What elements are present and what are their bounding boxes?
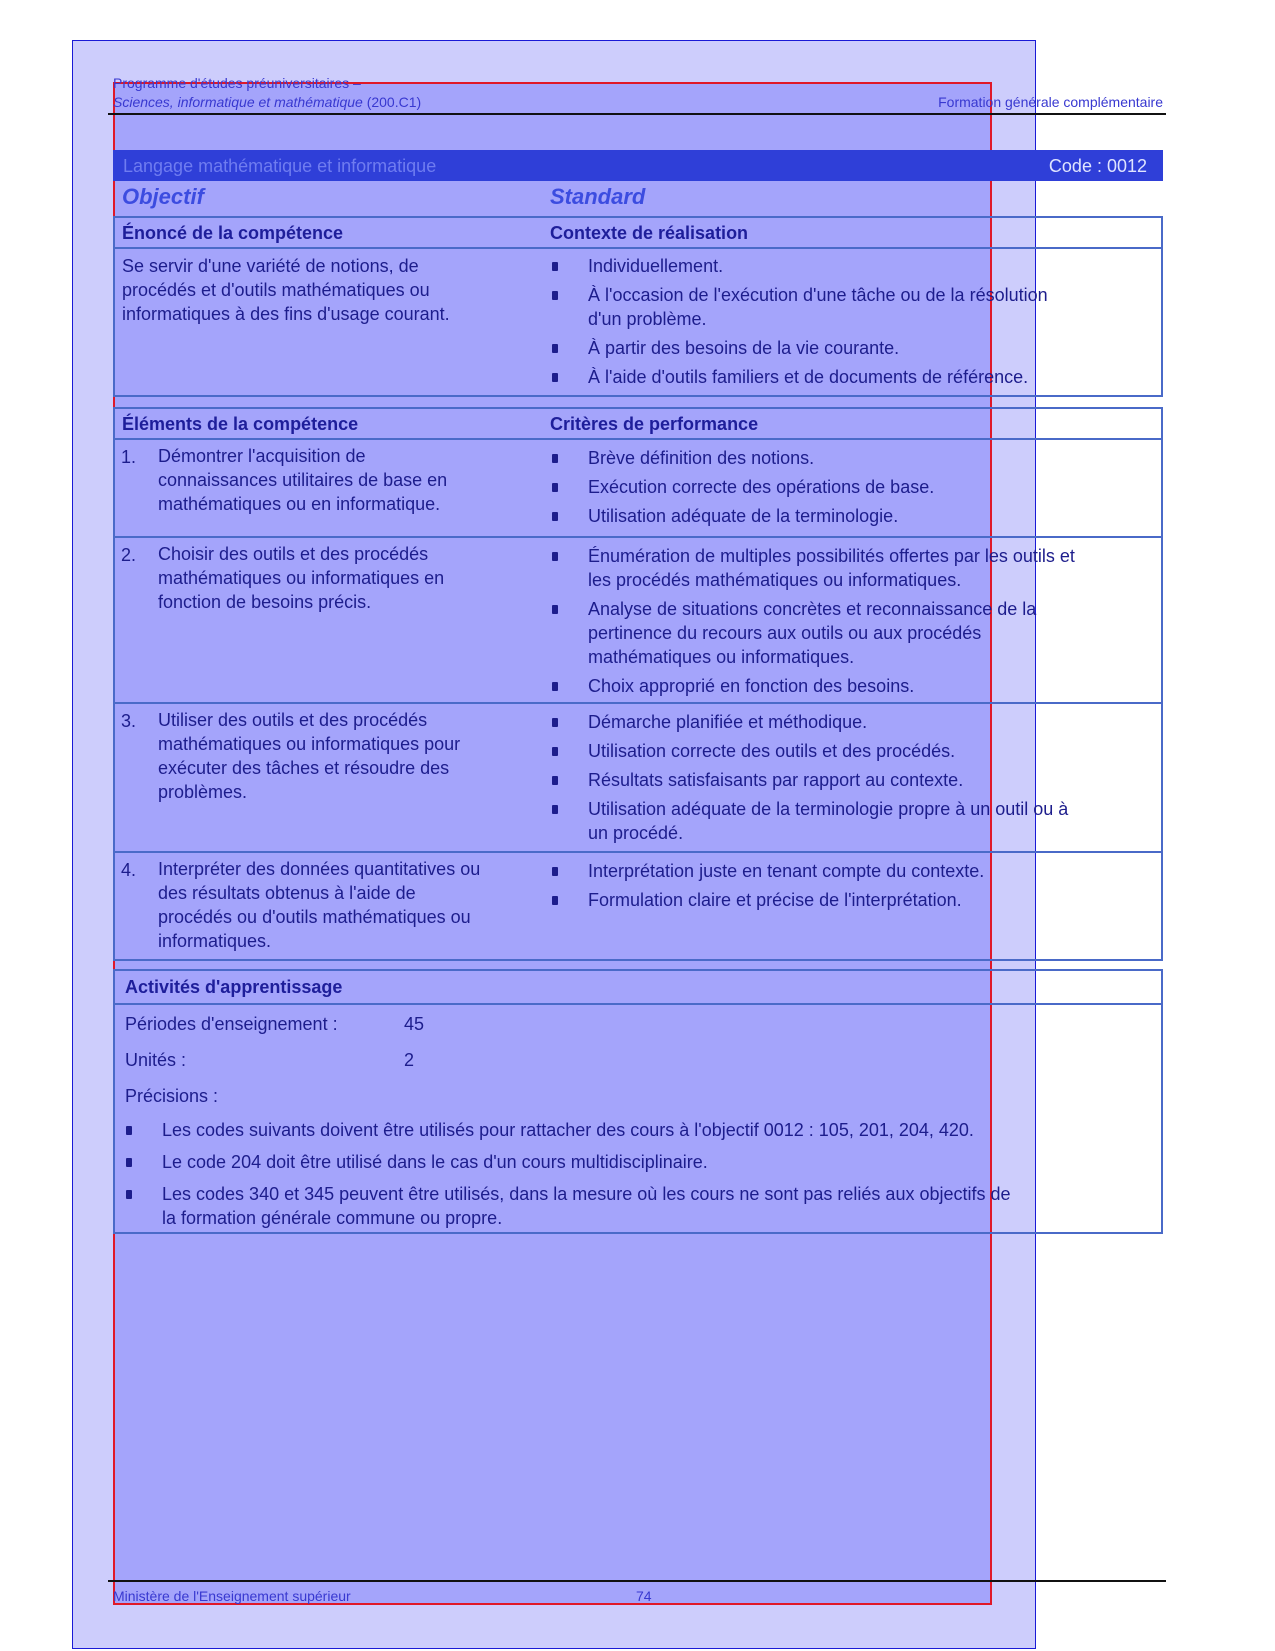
element-line: mathématiques ou informatiques en — [158, 568, 445, 588]
header-rule — [108, 113, 1166, 115]
element-line: exécuter des tâches et résoudre des — [158, 758, 450, 778]
row-divider — [113, 702, 1163, 704]
enonce-line: procédés et d'outils mathématiques ou — [122, 280, 430, 300]
row-divider — [113, 851, 1163, 853]
precisions-label: Précisions : — [125, 1086, 219, 1106]
title-bar — [113, 150, 1163, 181]
bullet-icon — [552, 373, 558, 382]
formation-label: Formation générale complémentaire — [938, 94, 1163, 110]
element-line: Choisir des outils et des procédés — [158, 544, 429, 564]
program-code: (200.C1) — [362, 94, 422, 110]
bullet-icon — [552, 291, 558, 300]
unites-value: 2 — [404, 1050, 415, 1070]
list-item-line: Choix approprié en fonction des besoins. — [588, 676, 915, 696]
bullet-icon — [552, 747, 558, 756]
list-item-line: À l'occasion de l'exécution d'une tâche ou de la résolution — [588, 285, 1048, 305]
bullet-icon — [552, 454, 558, 463]
list-item-line: À partir des besoins de la vie courante. — [588, 338, 900, 358]
criteres-header: Critères de performance — [550, 414, 759, 434]
element-number: 3. — [121, 711, 137, 731]
element-line: fonction de besoins précis. — [158, 592, 372, 612]
list-item-line: Analyse de situations concrètes et reconnaissance de la — [588, 599, 1037, 619]
bullet-icon — [552, 552, 558, 561]
bullet-icon — [552, 805, 558, 814]
list-item-line: les procédés mathématiques ou informatiques. — [588, 570, 962, 590]
element-number: 1. — [121, 447, 137, 467]
bullet-icon — [126, 1126, 132, 1135]
enonce-line: Se servir d'une variété de notions, de — [122, 256, 419, 276]
activites-header: Activités d'apprentissage — [125, 977, 343, 997]
bullet-icon — [552, 262, 558, 271]
list-item-line: la formation générale commune ou propre. — [162, 1208, 503, 1228]
bullet-icon — [552, 344, 558, 353]
list-item-line: Énumération de multiples possibilités offertes par les outils et — [588, 546, 1075, 566]
element-line: connaissances utilitaires de base en — [158, 470, 448, 490]
bullet-icon — [552, 867, 558, 876]
title-bar-title: Langage mathématique et informatique — [123, 156, 437, 176]
activites-header-line — [113, 1003, 1163, 1005]
list-item-line: Les codes 340 et 345 peuvent être utilisés, dans la mesure où les cours ne sont pas reliés aux objectifs de — [162, 1184, 1011, 1204]
contexte-header: Contexte de réalisation — [550, 223, 749, 243]
element-line: mathématiques ou en informatique. — [158, 494, 441, 514]
element-number: 4. — [121, 860, 137, 880]
list-item-line: Le code 204 doit être utilisé dans le cas d'un cours multidisciplinaire. — [162, 1152, 708, 1172]
enonce-header: Énoncé de la compétence — [122, 223, 344, 243]
elements-header: Éléments de la compétence — [122, 414, 359, 434]
list-item-line: Utilisation correcte des outils et des procédés. — [588, 741, 956, 761]
periodes-label: Périodes d'enseignement : — [125, 1014, 338, 1034]
list-item-line: un procédé. — [588, 823, 684, 843]
footer-rule — [108, 1580, 1166, 1582]
bullet-icon — [552, 718, 558, 727]
list-item-line: Formulation claire et précise de l'interprétation. — [588, 890, 962, 910]
elements-header-line — [113, 438, 1163, 440]
standard-heading: Standard — [550, 184, 646, 209]
element-number: 2. — [121, 545, 137, 565]
footer-page-number: 74 — [636, 1588, 652, 1604]
list-item-line: d'un problème. — [588, 309, 707, 329]
list-item-line: Démarche planifiée et méthodique. — [588, 712, 868, 732]
program-line-1: Programme d'études préuniversitaires – — [113, 75, 361, 91]
list-item-line: Utilisation adéquate de la terminologie propre à un outil ou à — [588, 799, 1069, 819]
element-line: procédés ou d'outils mathématiques ou — [158, 907, 471, 927]
objectif-heading: Objectif — [122, 184, 204, 209]
bullet-icon — [552, 605, 558, 614]
list-item-line: Brève définition des notions. — [588, 448, 815, 468]
list-item-line: pertinence du recours aux outils ou aux procédés — [588, 623, 982, 643]
bullet-icon — [552, 512, 558, 521]
enonce-text — [122, 254, 450, 326]
bullet-icon — [552, 776, 558, 785]
element-line: problèmes. — [158, 782, 248, 802]
bullet-icon — [126, 1190, 132, 1199]
bullet-icon — [552, 896, 558, 905]
element-line: Démontrer l'acquisition de — [158, 446, 366, 466]
program-name: Sciences, informatique et mathématique — [113, 94, 363, 110]
title-bar-code: Code : 0012 — [1048, 156, 1147, 176]
enonce-line: informatiques à des fins d'usage courant. — [122, 304, 450, 324]
list-item-line: Individuellement. — [588, 256, 724, 276]
footer-ministere: Ministère de l'Enseignement supérieur — [113, 1588, 351, 1604]
bullet-icon — [126, 1158, 132, 1167]
element-line: informatiques. — [158, 931, 272, 951]
element-line: mathématiques ou informatiques pour — [158, 734, 461, 754]
list-item-line: mathématiques ou informatiques. — [588, 647, 855, 667]
list-item-line: À l'aide d'outils familiers et de documents de référence. — [588, 367, 1029, 387]
program-line-2 — [113, 94, 421, 110]
element-line: des résultats obtenus à l'aide de — [158, 883, 416, 903]
list-item-line: Utilisation adéquate de la terminologie. — [588, 506, 899, 526]
unites-label: Unités : — [125, 1050, 187, 1070]
list-item-line: Les codes suivants doivent être utilisés pour rattacher des cours à l'objectif 0012 : 105, 201, 204, 420. — [162, 1120, 974, 1140]
element-line: Utiliser des outils et des procédés — [158, 710, 428, 730]
row-divider — [113, 536, 1163, 538]
periodes-value: 45 — [404, 1014, 425, 1034]
list-item-line: Résultats satisfaisants par rapport au contexte. — [588, 770, 964, 790]
list-item-line: Exécution correcte des opérations de base. — [588, 477, 935, 497]
competence-header-line — [113, 247, 1163, 249]
list-item-line: Interprétation juste en tenant compte du contexte. — [588, 861, 985, 881]
bullet-icon — [552, 483, 558, 492]
bullet-icon — [552, 682, 558, 691]
element-line: Interpréter des données quantitatives ou — [158, 859, 481, 879]
